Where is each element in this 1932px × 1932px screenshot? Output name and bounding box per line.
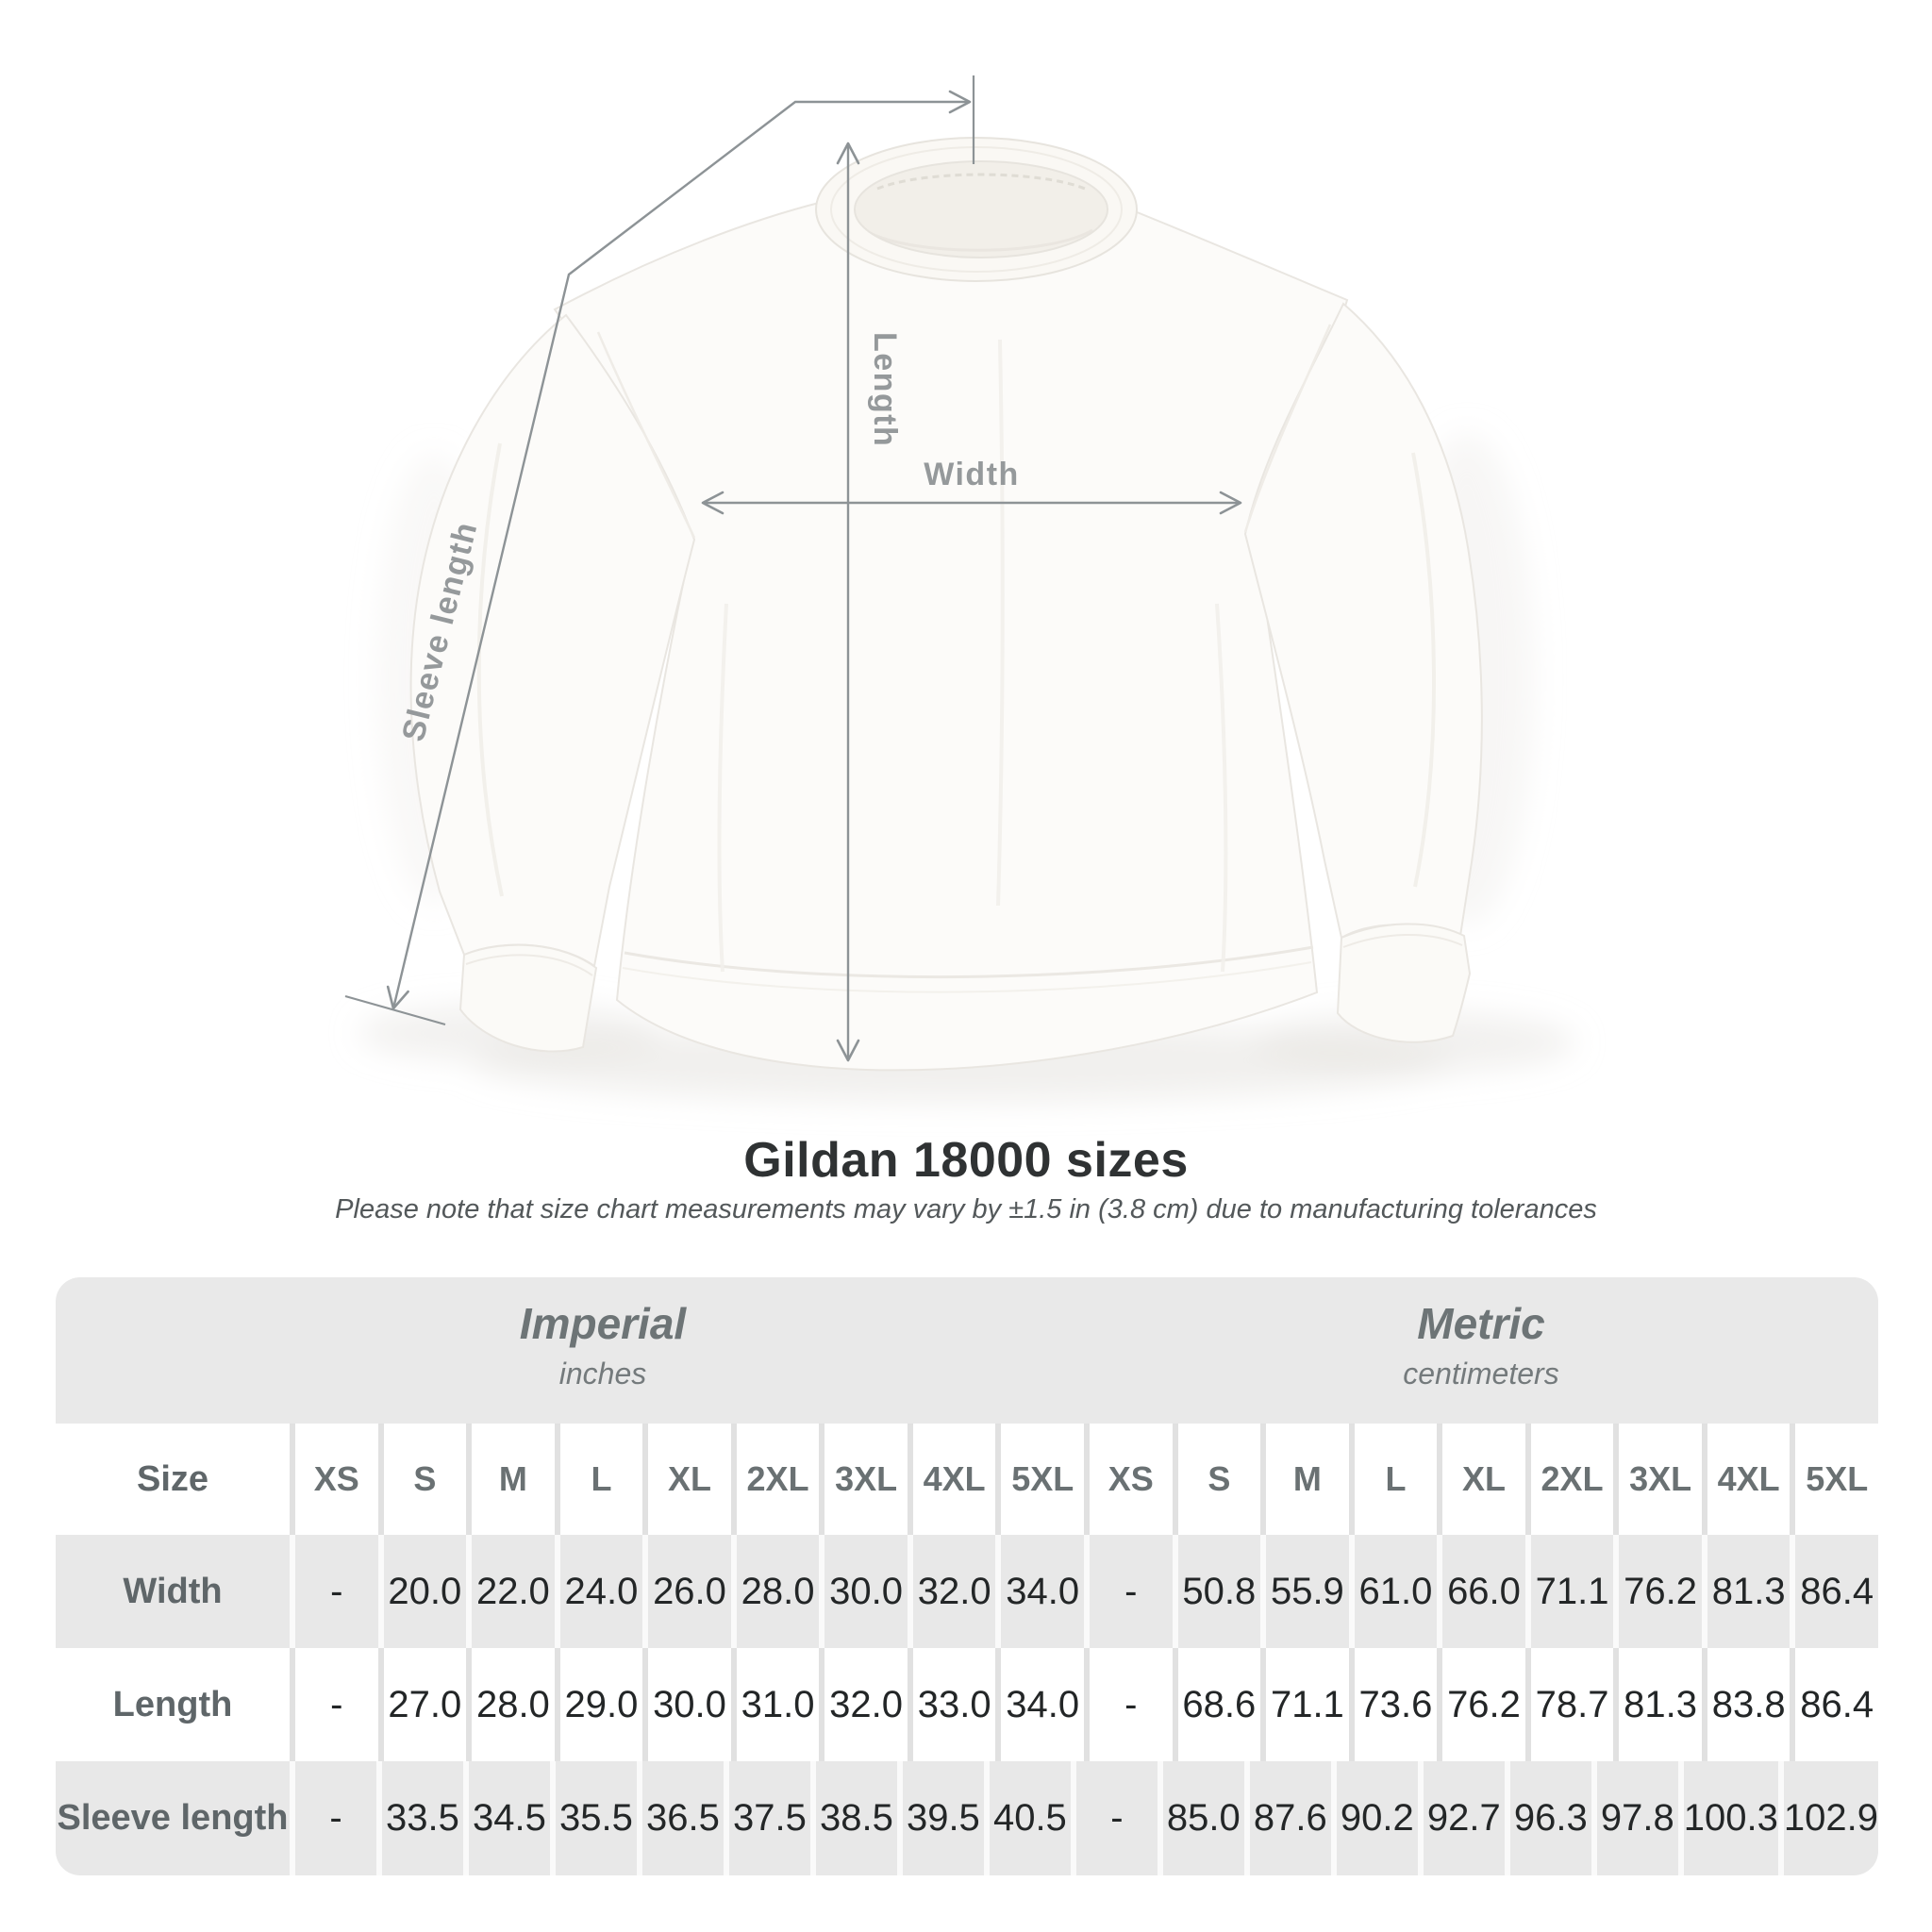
column-header-metric-3xl: 3XL (1619, 1424, 1702, 1535)
table-cell: 66.0 (1442, 1535, 1525, 1648)
imperial-section-header (520, 1277, 686, 1391)
table-cell: 22.0 (472, 1535, 555, 1648)
column-header-metric-5xl: 5XL (1795, 1424, 1878, 1535)
table-cell: - (1090, 1535, 1173, 1648)
table-cell: 40.5 (990, 1761, 1071, 1875)
table-cell: 68.6 (1178, 1648, 1261, 1761)
column-header-metric-m: M (1266, 1424, 1349, 1535)
table-header-row (56, 1424, 1878, 1535)
column-header-imperial-l: L (560, 1424, 643, 1535)
table-cell: 90.2 (1337, 1761, 1418, 1875)
table-cell: 55.9 (1266, 1535, 1349, 1648)
metric-section-unit: centimeters (1403, 1357, 1559, 1391)
table-cell: 76.2 (1442, 1648, 1525, 1761)
table-row-length (56, 1648, 1878, 1761)
table-cell: 28.0 (737, 1535, 820, 1648)
column-header-metric-xs: XS (1090, 1424, 1173, 1535)
table-cell: 26.0 (648, 1535, 731, 1648)
table-row-sleeve-length (56, 1761, 1878, 1875)
table-cell: 86.4 (1795, 1648, 1878, 1761)
imperial-section-title: Imperial (519, 1299, 687, 1348)
table-cell: 33.5 (382, 1761, 463, 1875)
column-header-imperial-4xl: 4XL (913, 1424, 996, 1535)
column-header-imperial-2xl: 2XL (737, 1424, 820, 1535)
column-header-imperial-xs: XS (295, 1424, 378, 1535)
size-table (56, 1277, 1878, 1875)
column-header-imperial-m: M (472, 1424, 555, 1535)
table-cell: 37.5 (729, 1761, 810, 1875)
table-cell: - (1090, 1648, 1173, 1761)
table-cell: 102.9 (1784, 1761, 1878, 1875)
column-header-imperial-s: S (384, 1424, 467, 1535)
width-label: Width (924, 457, 1020, 492)
metric-section-header (1403, 1277, 1558, 1391)
table-cell: 34.0 (1001, 1648, 1084, 1761)
table-cell: 61.0 (1355, 1535, 1438, 1648)
table-cell: 32.0 (824, 1648, 908, 1761)
table-row-width (56, 1535, 1878, 1648)
size-column-header: Size (56, 1424, 290, 1535)
table-cell: 32.0 (913, 1535, 996, 1648)
table-cell: 81.3 (1707, 1535, 1790, 1648)
collar (816, 138, 1137, 281)
table-cell: 87.6 (1250, 1761, 1331, 1875)
table-cell: 29.0 (560, 1648, 643, 1761)
table-cell: 28.0 (472, 1648, 555, 1761)
table-cell: 71.1 (1266, 1648, 1349, 1761)
table-cell: 81.3 (1619, 1648, 1702, 1761)
table-cell: 36.5 (642, 1761, 724, 1875)
row-label: Width (56, 1535, 290, 1648)
table-cell: 39.5 (903, 1761, 984, 1875)
column-header-metric-2xl: 2XL (1531, 1424, 1614, 1535)
table-cell: 30.0 (824, 1535, 908, 1648)
table-cell: 38.5 (816, 1761, 897, 1875)
page-title: Gildan 18000 sizes (743, 1133, 1189, 1188)
column-header-imperial-5xl: 5XL (1001, 1424, 1084, 1535)
column-header-metric-xl: XL (1442, 1424, 1525, 1535)
table-cell: 100.3 (1684, 1761, 1778, 1875)
table-cell: 86.4 (1795, 1535, 1878, 1648)
table-cell: - (295, 1648, 378, 1761)
table-cell: 92.7 (1424, 1761, 1505, 1875)
table-cell: 34.0 (1001, 1535, 1084, 1648)
table-cell: 97.8 (1597, 1761, 1678, 1875)
table-cell: 73.6 (1355, 1648, 1438, 1761)
table-cell: 85.0 (1163, 1761, 1244, 1875)
table-cell: - (295, 1535, 378, 1648)
column-header-metric-s: S (1178, 1424, 1261, 1535)
tolerance-note: Please note that size chart measurements may vary by ±1.5 in (3.8 cm) due to manufacturing tolerances (335, 1194, 1597, 1224)
table-cell: 27.0 (384, 1648, 467, 1761)
table-cell: - (295, 1761, 376, 1875)
row-label: Length (56, 1648, 290, 1761)
table-cell: - (1076, 1761, 1158, 1875)
table-cell: 34.5 (469, 1761, 550, 1875)
table-cell: 76.2 (1619, 1535, 1702, 1648)
column-header-imperial-xl: XL (648, 1424, 731, 1535)
table-cell: 35.5 (556, 1761, 637, 1875)
column-header-metric-l: L (1355, 1424, 1438, 1535)
metric-section-title: Metric (1417, 1299, 1545, 1348)
column-header-imperial-3xl: 3XL (824, 1424, 908, 1535)
table-cell: 71.1 (1531, 1535, 1614, 1648)
table-cell: 30.0 (648, 1648, 731, 1761)
table-cell: 24.0 (560, 1535, 643, 1648)
column-header-metric-4xl: 4XL (1707, 1424, 1790, 1535)
table-cell: 31.0 (737, 1648, 820, 1761)
length-label: Length (867, 332, 903, 448)
table-cell: 20.0 (384, 1535, 467, 1648)
sleeve-length-label: Sleeve length (395, 517, 485, 745)
imperial-section-unit: inches (558, 1357, 647, 1391)
table-cell: 96.3 (1510, 1761, 1591, 1875)
table-cell: 33.0 (913, 1648, 996, 1761)
table-cell: 78.7 (1531, 1648, 1614, 1761)
unit-section-band (56, 1277, 1878, 1424)
table-cell: 83.8 (1707, 1648, 1790, 1761)
table-cell: 50.8 (1178, 1535, 1261, 1648)
row-label: Sleeve length (56, 1761, 290, 1875)
